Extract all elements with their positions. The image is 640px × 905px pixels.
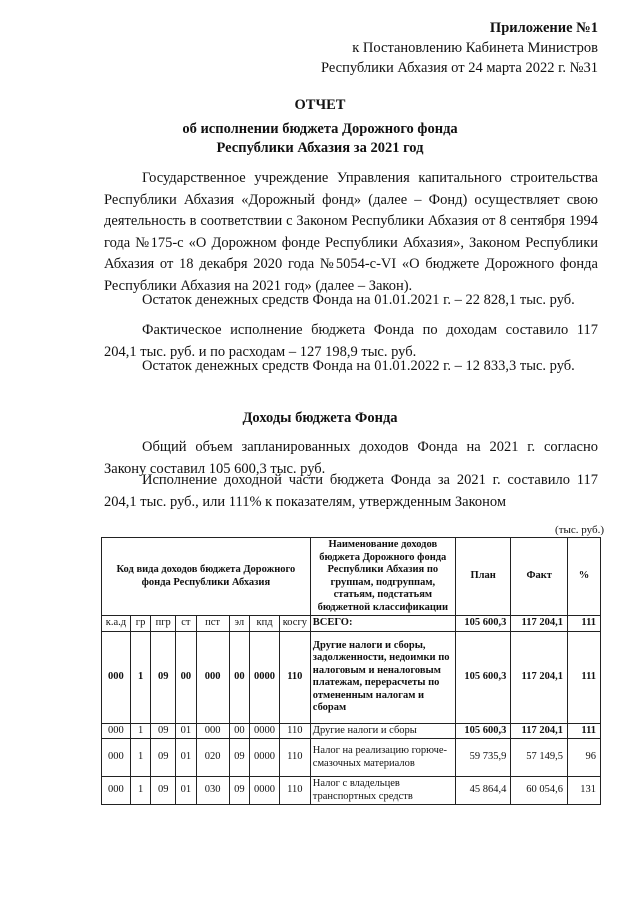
code-cell: 01 — [176, 739, 197, 777]
report-subtitle-line-1: об исполнении бюджета Дорожного фонда — [182, 121, 458, 137]
header-code: Код вида доходов бюджета Дорожного фонда Республики Абхазия — [102, 538, 311, 616]
code-cell: 09 — [151, 777, 176, 805]
appendix-line-1: к Постановлению Кабинета Министров — [352, 40, 598, 56]
report-subtitle-line-2: Республики Абхазия за 2021 год — [216, 140, 424, 156]
code-cell: 030 — [196, 777, 229, 805]
code-cell: 000 — [102, 777, 131, 805]
name-cell: Другие налоги и сборы, задолженности, недоимки по налоговым и неналоговым платежам, перерасчеты по отмененным налогам и сборам — [310, 631, 455, 723]
plan-cell: 45 864,4 — [455, 777, 511, 805]
header-plan: План — [455, 538, 511, 616]
fact-cell: 117 204,1 — [511, 631, 568, 723]
code-cell: 09 — [151, 631, 176, 723]
report-subtitle — [0, 120, 640, 158]
table-row — [102, 739, 601, 777]
plan-cell: 59 735,9 — [455, 739, 511, 777]
fact-cell: 117 204,1 — [511, 723, 568, 739]
code-cell: 09 — [229, 777, 250, 805]
code-cell: 00 — [229, 631, 250, 723]
code-cell: 110 — [279, 723, 310, 739]
name-cell: Налог с владельцев транспортных средств — [310, 777, 455, 805]
balance-start-paragraph: Остаток денежных средств Фонда на 01.01.2021 г. – 22 828,1 тыс. руб. — [142, 292, 575, 308]
code-cell: 1 — [130, 631, 151, 723]
code-cell: 110 — [279, 777, 310, 805]
code-cell: 000 — [196, 631, 229, 723]
plan-cell: 105 600,3 — [455, 723, 511, 739]
subheader-cell: эл — [229, 616, 250, 632]
code-cell: 1 — [130, 723, 151, 739]
balance-end-paragraph: Остаток денежных средств Фонда на 01.01.2022 г. – 12 833,3 тыс. руб. — [142, 358, 575, 374]
subheader-cell: к.а.д — [102, 616, 131, 632]
code-cell: 000 — [102, 631, 131, 723]
code-cell: 01 — [176, 723, 197, 739]
code-cell: 0000 — [250, 777, 280, 805]
total-name-cell: ВСЕГО: — [310, 616, 455, 632]
fact-cell: 57 149,5 — [511, 739, 568, 777]
code-cell: 1 — [130, 739, 151, 777]
subheader-cell: кпд — [250, 616, 280, 632]
header-name: Наименование доходов бюджета Дорожного фонда Республики Абхазия по группам, подгруппам, статьям, подстатьям бюджетной классификации — [310, 538, 455, 616]
code-cell: 00 — [229, 723, 250, 739]
income-table — [101, 537, 601, 805]
table-unit-label: (тыс. руб.) — [555, 524, 604, 536]
plan-cell: 105 600,3 — [455, 631, 511, 723]
pct-cell: 131 — [567, 777, 600, 805]
execution-paragraph: Фактическое исполнение бюджета Фонда по доходам составило 117 204,1 тыс. руб. и по расходам – 127 198,9 тыс. руб. — [104, 322, 598, 360]
code-cell: 09 — [151, 739, 176, 777]
table-row — [102, 777, 601, 805]
pct-cell: 111 — [567, 723, 600, 739]
code-cell: 09 — [151, 723, 176, 739]
name-cell: Налог на реализацию горюче-смазочных материалов — [310, 739, 455, 777]
income-execution-paragraph: Исполнение доходной части бюджета Фонда за 2021 г. составило 117 204,1 тыс. руб., или 111% к показателям, утвержденным Законом — [104, 472, 598, 510]
table-header-row — [102, 538, 601, 616]
appendix-block — [321, 18, 598, 78]
fact-cell: 60 054,6 — [511, 777, 568, 805]
total-fact-cell: 117 204,1 — [511, 616, 568, 632]
header-fact: Факт — [511, 538, 568, 616]
income-plan-paragraph: Общий объем запланированных доходов Фонда на 2021 г. согласно Закону составил 105 600,3 тыс. руб. — [104, 439, 598, 477]
code-cell: 1 — [130, 777, 151, 805]
header-percent: % — [567, 538, 600, 616]
table-row — [102, 631, 601, 723]
pct-cell: 96 — [567, 739, 600, 777]
subheader-cell: пст — [196, 616, 229, 632]
intro-paragraph: Государственное учреждение Управления капитального строительства Республики Абхазия «Дорожный фонд» (далее – Фонд) осуществляет свою деятельность в соответствии с Законом Республики Абхазия от 8 сентября 1994 года №175-с «О Дорожном фонде Республики Абхазия», Законом Республики Абхазия от 18 декабря 2020 года №5054-с-VI «О бюджете Дорожного фонда Республики Абхазия на 2021 год» (далее – Закон). — [104, 170, 598, 294]
code-cell: 000 — [102, 739, 131, 777]
code-cell: 000 — [102, 723, 131, 739]
code-cell: 0000 — [250, 739, 280, 777]
subheader-cell: пгр — [151, 616, 176, 632]
name-cell: Другие налоги и сборы — [310, 723, 455, 739]
appendix-title: Приложение №1 — [489, 20, 598, 36]
pct-cell: 111 — [567, 631, 600, 723]
total-plan-cell: 105 600,3 — [455, 616, 511, 632]
subheader-cell: ст — [176, 616, 197, 632]
code-cell: 020 — [196, 739, 229, 777]
code-cell: 01 — [176, 777, 197, 805]
table-row — [102, 723, 601, 739]
code-cell: 0000 — [250, 631, 280, 723]
report-title: ОТЧЕТ — [294, 97, 346, 113]
code-cell: 110 — [279, 739, 310, 777]
code-cell: 0000 — [250, 723, 280, 739]
subheader-cell: косгу — [279, 616, 310, 632]
code-cell: 09 — [229, 739, 250, 777]
appendix-line-2: Республики Абхазия от 24 марта 2022 г. №31 — [320, 60, 598, 76]
subheader-cell: гр — [130, 616, 151, 632]
total-pct-cell: 111 — [567, 616, 600, 632]
table-subheader-row — [102, 616, 601, 632]
code-cell: 00 — [176, 631, 197, 723]
income-section-title: Доходы бюджета Фонда — [242, 410, 398, 426]
code-cell: 110 — [279, 631, 310, 723]
code-cell: 000 — [196, 723, 229, 739]
